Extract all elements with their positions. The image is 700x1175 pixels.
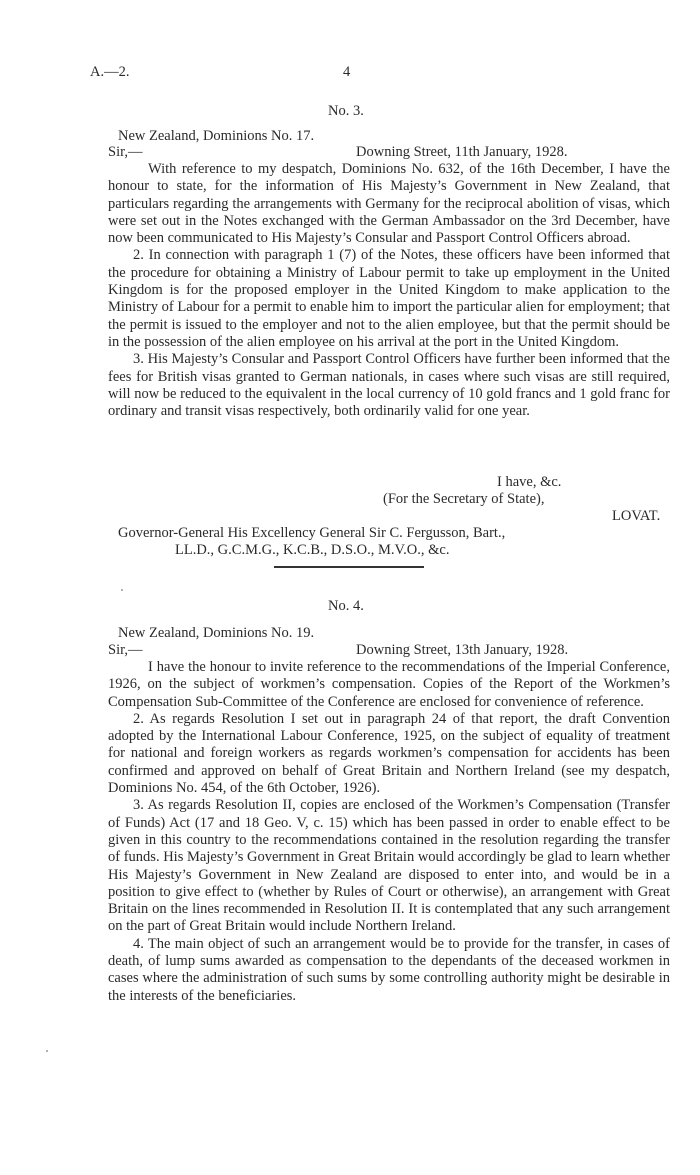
despatch-3-paragraph-2: 2. In connection with paragraph 1 (7) of the Notes, these officers have been informed that the procedure for obtaining a Ministry of Labour permit to take up employment in the United Kingdom is for the proposed employer in the United Kingdom to make application to the Ministry of Labour for a permit to enable him to import the particular alien for employment; that the permit is issued to the employer and not to the alien employee, but that the permit should be in the possession of the alien employee on his arrival at the port in the United Kingdom.: [108, 247, 670, 350]
despatch-4-place-date: Downing Street, 13th January, 1928.: [356, 642, 569, 658]
despatch-4-paragraph-4: 4. The main object of such an arrangement would be to provide for the transfer, in cases of death, of lump sums awarded as compensation to the dependants of the deceased workmen in cases where the administration of such sums by some controlling authority might be desirable in the interests of the beneficiaries.: [108, 935, 670, 1004]
despatch-3-place-date: Downing Street, 11th January, 1928.: [356, 144, 568, 160]
despatch-3-paragraph-1: With reference to my despatch, Dominions No. 632, of the 16th December, I have the honour to state, for the information of His Majesty’s Government in New Zealand, that particulars regarding the arrangements with Germany for the reciprocal abolition of visas, which were set out in the Notes exchanged with the German Ambassador on the 3rd December, have now been communicated to His Majesty’s Consular and Passport Control Officers abroad.: [108, 161, 670, 247]
despatch-3-for-line: (For the Secretary of State),: [383, 491, 545, 507]
despatch-4-series: New Zealand, Dominions No. 19.: [118, 625, 315, 641]
despatch-3-heading: No. 3.: [328, 103, 364, 119]
despatch-4-paragraph-1: I have the honour to invite reference to the recommendations of the Imperial Conference, 1926, on the subject of workmen’s compensation. Copies of the Report of the Workmen’s Compensation Sub-Committee of the Conference are enclosed for convenience of reference.: [108, 659, 670, 710]
despatch-4-paragraph-2: 2. As regards Resolution I set out in paragraph 24 of that report, the draft Convention adopted by the International Labour Conference, 1925, on the subject of equality of treatment for national and foreign workers as regards workmen’s compensation for accidents has been confirmed and approved on behalf of Great Britain and Northern Ireland (see my despatch, Dominions No. 454, of the 6th October, 1926).: [108, 710, 670, 797]
despatch-3-addressee-line-1: Governor-General His Excellency General Sir C. Fergusson, Bart.,: [118, 525, 506, 541]
paper-speck: [121, 589, 123, 591]
despatch-3-closing: I have, &c.: [497, 474, 562, 490]
despatch-4-heading: No. 4.: [328, 598, 364, 614]
despatch-3-body: [108, 161, 670, 420]
despatch-3-addressee-line-2: LL.D., G.C.M.G., K.C.B., D.S.O., M.V.O., &c.: [175, 542, 450, 558]
despatch-4-paragraph-3: 3. As regards Resolution II, copies are enclosed of the Workmen’s Compensation (Transfer of Funds) Act (17 and 18 Geo. V, c. 15) which has been passed in order to enable effect to be given in this country to the recommendations contained in the resolution regarding the transfer of funds. His Majesty’s Government in Great Britain would accordingly be glad to learn whether His Majesty’s Government in New Zealand are disposed to enter into, and would be in a position to give effect to (whether by Rules of Court or otherwise), an arrangement with Great Britain on the lines recommended in Resolution II. It is contemplated that any such arrangement on the part of Great Britain would include Northern Ireland.: [108, 797, 670, 935]
despatch-4-body: [108, 659, 670, 1005]
paper-speck: [46, 1050, 48, 1052]
despatch-3-salutation: Sir,—: [108, 144, 143, 160]
section-divider: [274, 566, 424, 568]
page-number: 4: [343, 64, 351, 80]
document-reference: A.—2.: [90, 64, 130, 80]
despatch-4-salutation: Sir,—: [108, 642, 143, 658]
despatch-3-signature: LOVAT.: [612, 508, 661, 524]
despatch-3-series: New Zealand, Dominions No. 17.: [118, 128, 315, 144]
despatch-3-paragraph-3: 3. His Majesty’s Consular and Passport Control Officers have further been informed that the fees for British visas granted to German nationals, in cases where such visas are still required, will now be reduced to the equivalent in the local currency of 10 gold francs and 1 gold franc for ordinary and transit visas respectively, both ordinarily valid for one year.: [108, 351, 670, 420]
